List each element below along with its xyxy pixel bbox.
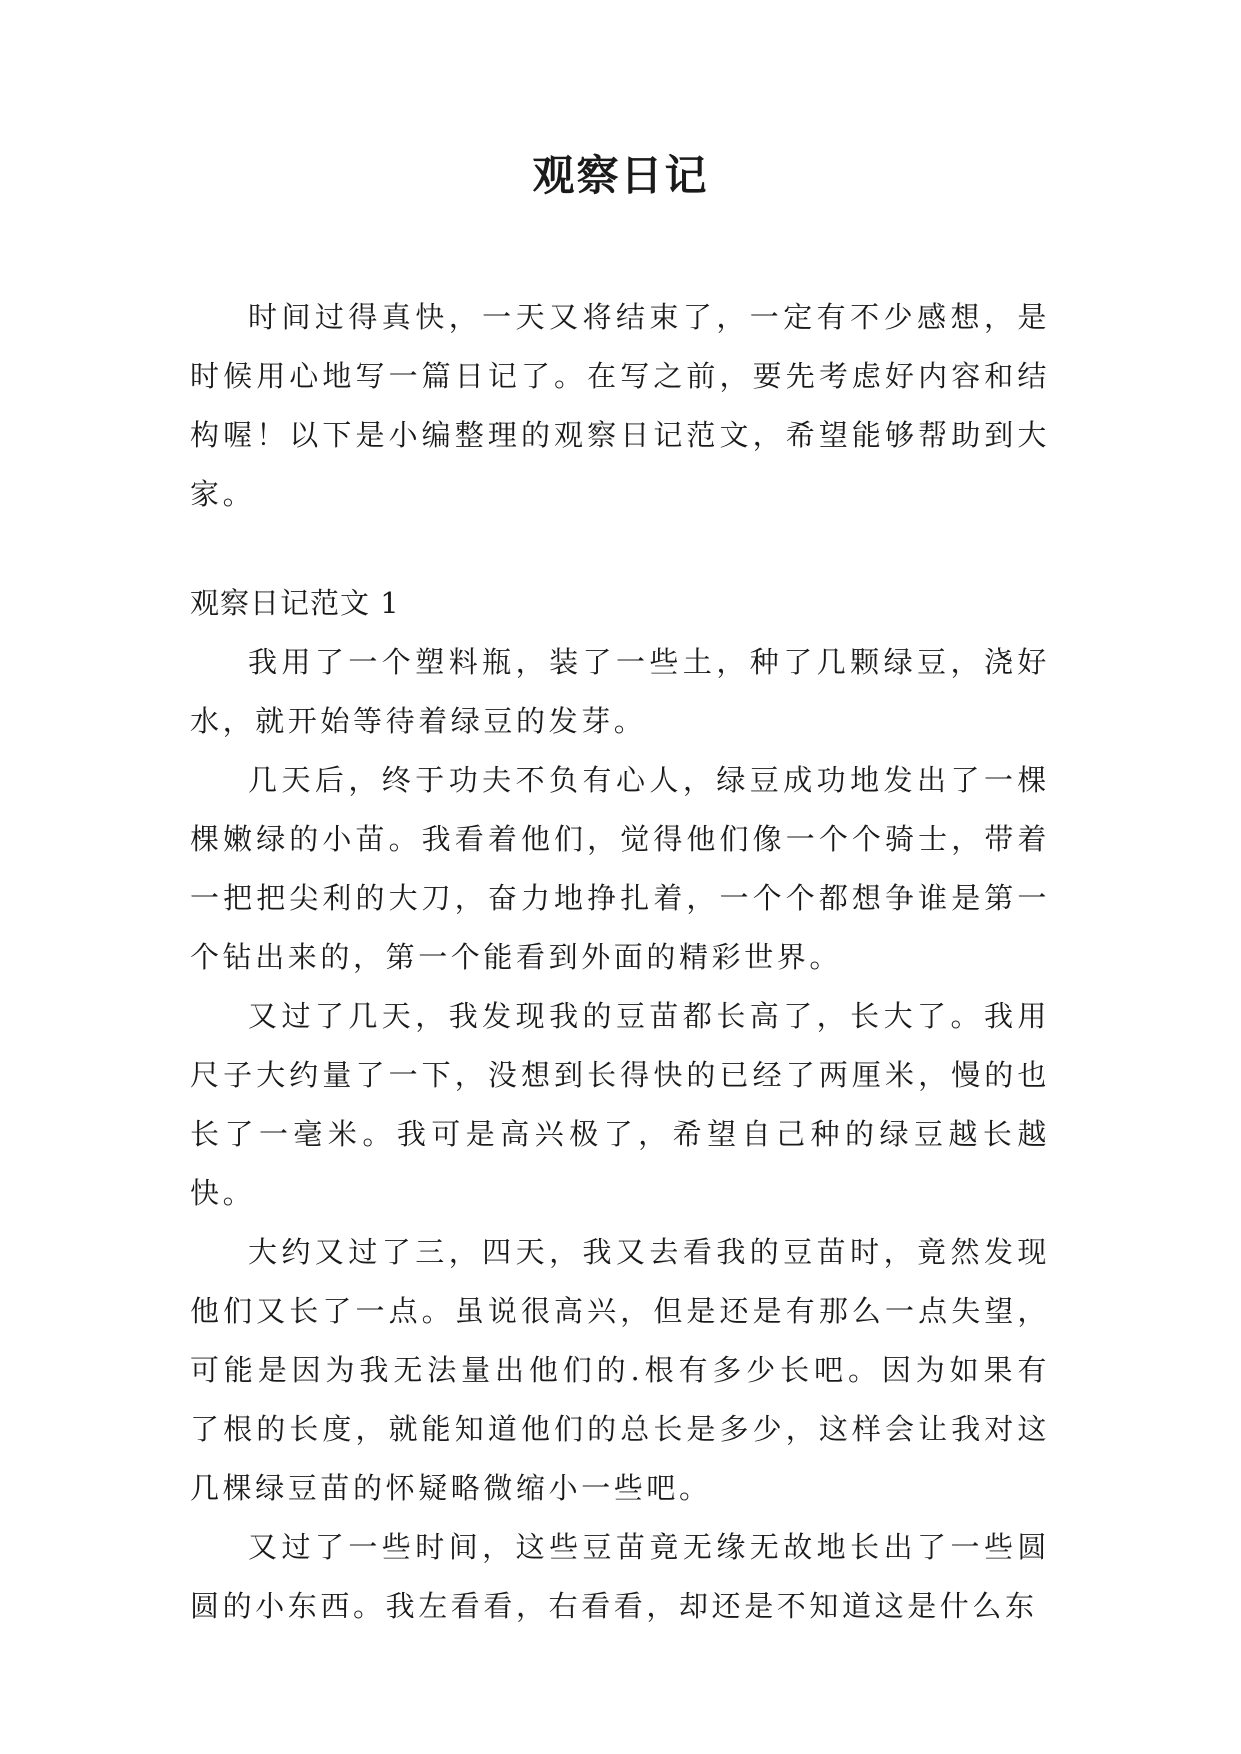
essay-paragraph: 我用了一个塑料瓶，装了一些土，种了几颗绿豆，浇好水，就开始等待着绿豆的发芽。 (190, 645, 1050, 738)
intro-section (190, 288, 1050, 524)
essay-heading: 观察日记范文 1 (190, 586, 400, 620)
essay-paragraph: 大约又过了三，四天，我又去看我的豆苗时，竟然发现他们又长了一点。虽说很高兴，但是还是有那么一点失望，可能是因为我无法量出他们的.根有多少长吧。因为如果有了根的长度，就能知道他们的总长是多少，这样会让我对这几棵绿豆苗的怀疑略微缩小一些吧。 (190, 1235, 1050, 1505)
intro-paragraph: 时间过得真快，一天又将结束了，一定有不少感想，是时候用心地写一篇日记了。在写之前，要先考虑好内容和结构喔！以下是小编整理的观察日记范文，希望能够帮助到大家。 (190, 300, 1050, 511)
essay-paragraph: 又过了几天，我发现我的豆苗都长高了，长大了。我用尺子大约量了一下，没想到长得快的已经了两厘米，慢的也长了一毫米。我可是高兴极了，希望自己种的绿豆越长越快。 (190, 999, 1050, 1210)
document-title: 观察日记 (532, 151, 709, 200)
essay-paragraph: 又过了一些时间，这些豆苗竟无缘无故地长出了一些圆圆的小东西。我左看看，右看看，却还是不知道这是什么东 (190, 1530, 1050, 1623)
essay-paragraph: 几天后，终于功夫不负有心人，绿豆成功地发出了一棵棵嫩绿的小苗。我看着他们，觉得他们像一个个骑士，带着一把把尖利的大刀，奋力地挣扎着，一个个都想争谁是第一个钻出来的，第一个能看到外面的精彩世界。 (190, 763, 1050, 974)
essay-section (190, 574, 1050, 1636)
